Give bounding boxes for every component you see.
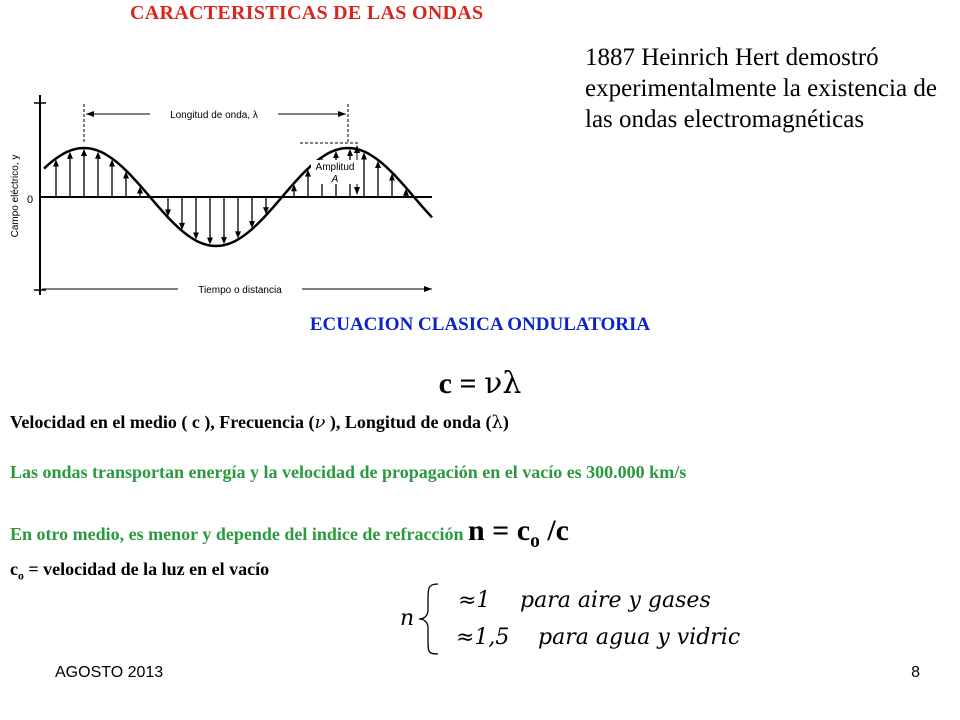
n-formula-sub: o — [530, 531, 540, 552]
cases-brace — [419, 584, 438, 654]
case2-desc: para agua y vidric — [538, 625, 741, 650]
y-axis-label: Campo eléctrico, y — [10, 154, 21, 238]
energy-statement: Las ondas transportan energía y la velocidad de propagación en el vacío es 300.000 km/s — [10, 462, 687, 482]
cases-variable: n — [400, 606, 415, 631]
refraction-cases — [398, 578, 758, 658]
amplitude-arrowhead-bottom — [354, 187, 360, 195]
field-vector-arrowhead — [81, 149, 87, 156]
formula-lhs: c = — [438, 367, 485, 400]
variables-part3: ) — [502, 412, 509, 432]
field-vector-arrowhead — [207, 238, 213, 245]
field-vector-arrowhead — [347, 149, 353, 156]
wavelength-arrowhead-right — [338, 111, 346, 117]
medium-statement — [10, 514, 569, 553]
c0-definition — [10, 559, 269, 583]
case1-value: ≈1 — [458, 588, 491, 613]
wave-diagram — [0, 88, 445, 313]
c0-sub: o — [18, 569, 24, 583]
wavelength-label: Longitud de onda, λ — [170, 110, 258, 121]
amplitude-symbol: A — [331, 174, 339, 185]
n-formula-end: /c — [539, 514, 569, 547]
field-vector-arrowhead — [221, 237, 227, 244]
variables-part1: Velocidad en el medio ( c ), Frecuencia ( — [10, 412, 315, 432]
amplitude-label: Amplitud — [315, 162, 355, 173]
case2-value: ≈1,5 — [456, 625, 510, 650]
footer-date: AGOSTO 2013 — [55, 664, 164, 681]
origin-label: 0 — [26, 194, 34, 206]
lambda-symbol: λ — [491, 412, 503, 433]
time-axis-label: Tiempo o distancia — [198, 285, 282, 296]
wavelength-arrowhead-left — [86, 111, 94, 117]
refraction-formula — [467, 514, 569, 552]
c0-symbol: c — [10, 559, 18, 579]
c0-definition-text: = velocidad de la luz en el vacío — [23, 559, 270, 579]
case1-desc: para aire y gases — [520, 588, 711, 613]
wave-equation — [0, 366, 960, 401]
variables-line — [10, 412, 509, 433]
nu-symbol: ν — [314, 412, 326, 433]
hertz-note: 1887 Heinrich Hert demostró experimentalmente la existencia de las ondas electromagnéticas — [585, 44, 937, 133]
section-title: ECUACION CLASICA ONDULATORIA — [309, 314, 651, 335]
page-number: 8 — [911, 664, 920, 681]
formula-rhs: νλ — [484, 366, 522, 401]
time-axis-arrowhead — [424, 286, 432, 292]
n-formula-start: n = c — [467, 514, 531, 547]
slide-title: CARACTERISTICAS DE LAS ONDAS — [130, 2, 484, 24]
medium-text: En otro medio, es menor y depende del indice de refracción — [10, 524, 468, 544]
variables-part2: ), Longitud de onda ( — [325, 412, 492, 432]
